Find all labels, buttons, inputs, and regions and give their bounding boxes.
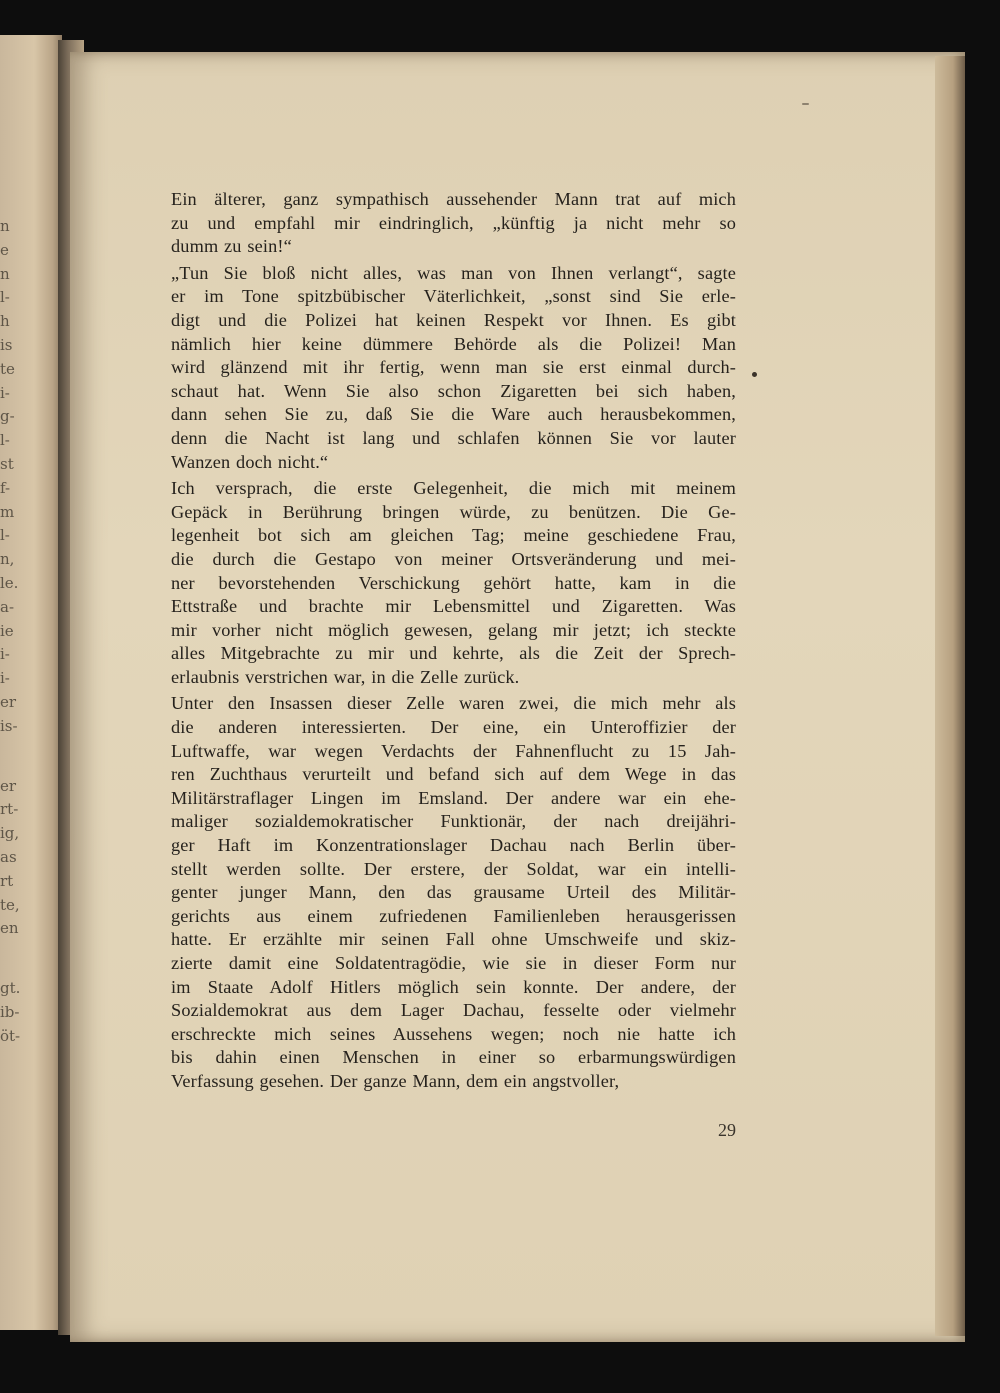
left-page-edge xyxy=(0,35,62,1330)
left-page-fragment: i- xyxy=(0,645,10,664)
text-line: die anderen interessierten. Der eine, ein Unteroffizier der xyxy=(171,717,736,738)
text-line: Ettstraße und brachte mir Lebensmittel und Zigaretten. Was xyxy=(171,596,736,617)
text-line: die durch die Gestapo von meiner Ortsveränderung und mei- xyxy=(171,548,736,569)
left-page-fragment: öt- xyxy=(0,1026,21,1045)
body-text xyxy=(171,188,736,1097)
text-line: Luftwaffe, war wegen Verdachts der Fahnenflucht zu 15 Jah- xyxy=(171,740,736,761)
text-line: Gepäck in Berührung bringen würde, zu benützen. Die Ge- xyxy=(171,501,736,522)
text-line: denn die Nacht ist lang und schlafen können Sie vor lauter xyxy=(171,427,736,448)
left-page-fragment: l- xyxy=(0,288,10,307)
ink-speck xyxy=(752,372,757,377)
text-line: erschreckte mich seines Aussehens wegen; noch nie hatte ich xyxy=(171,1023,736,1044)
ink-speck xyxy=(802,103,809,105)
page-number: 29 xyxy=(718,1120,736,1140)
text-line: Militärstraflager Lingen im Emsland. Der andere war ein ehe- xyxy=(171,787,736,808)
left-page-fragment: l- xyxy=(0,526,10,545)
left-page-fragment: a- xyxy=(0,597,15,616)
left-page-fragment: is- xyxy=(0,716,18,735)
left-page-fragment: f- xyxy=(0,478,11,497)
text-line: stellt werden sollte. Der erstere, der Soldat, war ein intelli- xyxy=(171,858,736,879)
left-page-fragment: e xyxy=(0,240,9,259)
text-line: nämlich hier keine dümmere Behörde als die Polizei! Man xyxy=(171,333,736,354)
paragraph xyxy=(171,188,736,259)
paragraph xyxy=(171,692,736,1093)
left-page-fragment: n, xyxy=(0,550,15,569)
text-line: ger Haft im Konzentrationslager Dachau nach Berlin über- xyxy=(171,835,736,856)
left-page-fragment xyxy=(0,941,40,977)
left-page-text-fragments xyxy=(0,215,40,1049)
left-page-fragment: er xyxy=(0,692,17,711)
text-line: Verfassung gesehen. Der ganze Mann, dem ein angstvoller, xyxy=(171,1070,620,1091)
text-line: Wanzen doch nicht.“ xyxy=(171,451,329,472)
text-line: dann sehen Sie zu, daß Sie die Ware auch herausbekommen, xyxy=(171,404,736,425)
left-page-fragment: n xyxy=(0,264,10,283)
left-page-fragment xyxy=(0,739,40,775)
text-line: legenheit bot sich am gleichen Tag; meine geschiedene Frau, xyxy=(171,525,736,546)
text-line: er im Tone spitzbübischer Väterlichkeit, „sonst sind Sie erle- xyxy=(171,286,736,307)
left-page-fragment: er xyxy=(0,776,17,795)
left-page-fragment: as xyxy=(0,847,17,866)
page-edge-shadow xyxy=(935,56,965,1336)
text-line: digt und die Polizei hat keinen Respekt vor Ihnen. Es gibt xyxy=(171,309,736,330)
text-line: Sozialdemokrat aus dem Lager Dachau, fesselte oder vielmehr xyxy=(171,1000,736,1021)
text-line: Ein älterer, ganz sympathisch aussehender Mann trat auf mich xyxy=(171,189,736,209)
text-line: maliger sozialdemokratischer Funktionär, der nach dreijähri- xyxy=(171,811,736,832)
left-page-fragment: rt- xyxy=(0,800,19,819)
text-line: Ich versprach, die erste Gelegenheit, die mich mit meinem xyxy=(171,478,736,499)
text-line: zierte damit eine Soldatentragödie, wie sie in dieser Form nur xyxy=(171,953,736,973)
left-page-fragment: st xyxy=(0,454,14,473)
left-page-fragment: n xyxy=(0,217,10,235)
left-page-fragment: en xyxy=(0,919,19,938)
text-line: gerichts aus einem zufriedenen Familienleben herausgerissen xyxy=(171,905,736,926)
left-page-fragment: is xyxy=(0,335,13,354)
text-line: genter junger Mann, den das grausame Urteil des Militär- xyxy=(171,882,736,903)
text-line: mir vorher nicht möglich gewesen, gelang mir jetzt; ich steckte xyxy=(171,619,736,640)
text-line: alles Mitgebrachte zu mir und kehrte, als die Zeit der Sprech- xyxy=(171,643,736,664)
left-page-fragment: ig, xyxy=(0,824,20,843)
text-line: ner bevorstehenden Verschickung gehört hatte, kam in die xyxy=(171,572,736,593)
left-page-fragment: le. xyxy=(0,573,19,592)
paragraph xyxy=(171,262,736,474)
text-line: im Staate Adolf Hitlers möglich sein konnte. Der andere, der xyxy=(171,976,736,997)
text-line: bis dahin einen Menschen in einer so erbarmungswürdigen xyxy=(171,1047,736,1068)
left-page-fragment: m xyxy=(0,502,15,521)
text-line: „Tun Sie bloß nicht alles, was man von Ihnen verlangt“, sagte xyxy=(171,262,736,283)
text-line: Unter den Insassen dieser Zelle waren zwei, die mich mehr als xyxy=(171,693,736,714)
left-page-fragment: te xyxy=(0,359,15,378)
left-page-fragment: i- xyxy=(0,383,10,402)
left-page-fragment: gt. xyxy=(0,979,21,998)
left-page-fragment: ie xyxy=(0,621,14,640)
paragraph xyxy=(171,477,736,689)
text-line: ren Zuchthaus verurteilt und befand sich auf dem Wege in das xyxy=(171,764,736,785)
text-line: wird glänzend mit ihr fertig, wenn man sie erst einmal durch- xyxy=(171,357,736,378)
left-page-fragment: i- xyxy=(0,669,10,688)
text-line: dumm zu sein!“ xyxy=(171,236,292,257)
text-line: schaut hat. Wenn Sie also schon Zigaretten bei sich haben, xyxy=(171,380,736,401)
left-page-fragment: g- xyxy=(0,407,15,426)
text-line: erlaubnis verstrichen war, in die Zelle zurück. xyxy=(171,666,520,687)
text-line: zu und empfahl mir eindringlich, „künftig ja nicht mehr so xyxy=(171,212,736,233)
left-page-fragment: te, xyxy=(0,895,20,914)
left-page-fragment: h xyxy=(0,312,10,331)
left-page-fragment: ib- xyxy=(0,1002,20,1021)
left-page-fragment: rt xyxy=(0,871,14,890)
left-page-fragment: l- xyxy=(0,431,10,450)
text-line: hatte. Er erzählte mir seinen Fall ohne Umschweife und skiz- xyxy=(171,929,736,950)
